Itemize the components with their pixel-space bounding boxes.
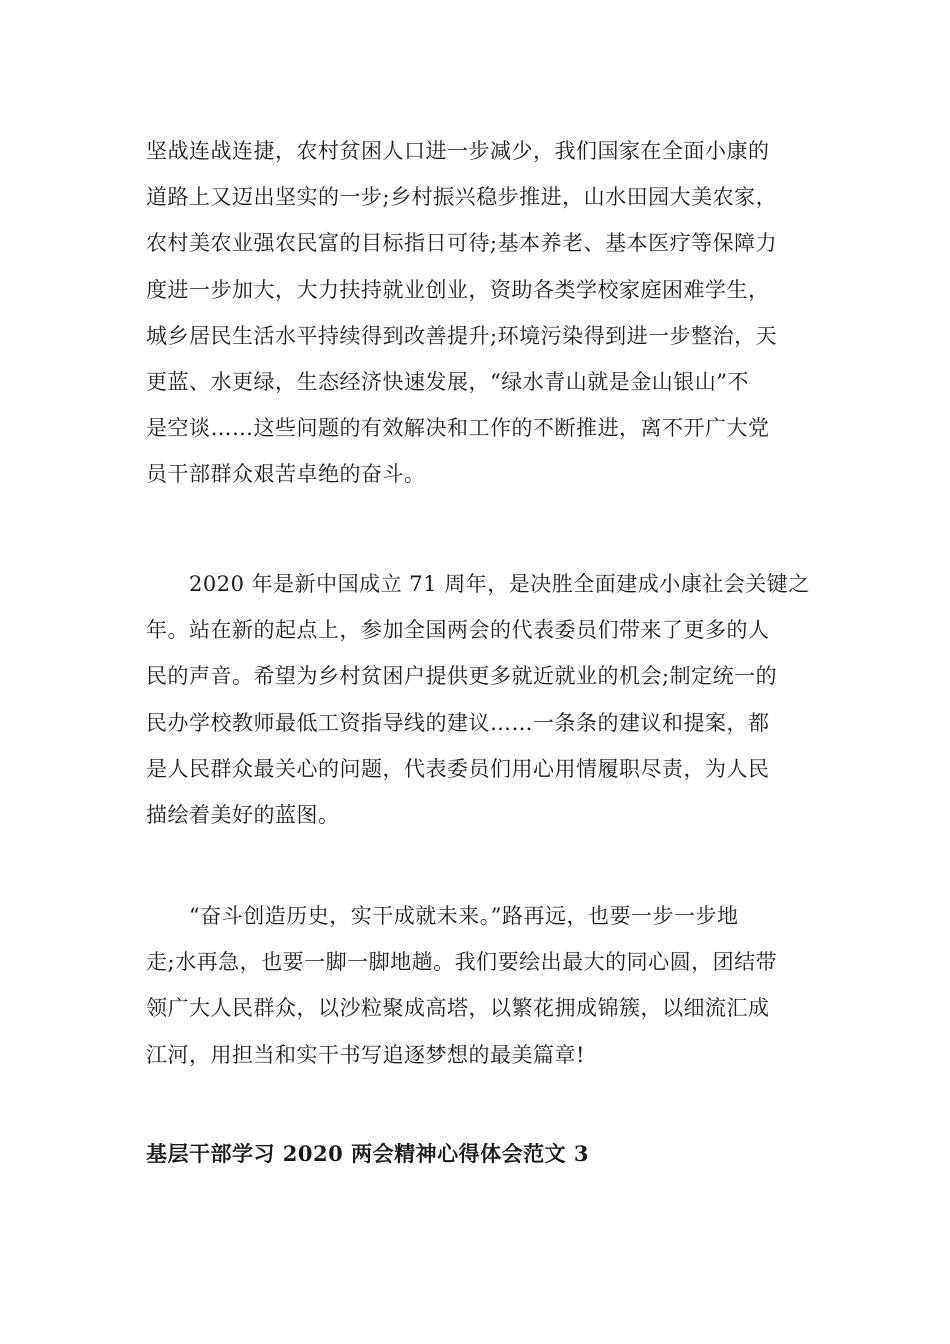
paragraph-line: 走;水再急，也要一脚一脚地趟。我们要绘出最大的同心圆，团结带 <box>146 950 778 975</box>
paragraph-line: 农村美农业强农民富的目标指日可待;基本养老、基本医疗等保障力 <box>146 231 778 256</box>
paragraph-line: 领广大人民群众，以沙粒聚成高塔，以繁花拥成锦簇，以细流汇成 <box>146 996 770 1021</box>
paragraph-line: 员干部群众艰苦卓绝的奋斗。 <box>146 462 426 487</box>
paragraph-line: 民的声音。希望为乡村贫困户提供更多就近就业的机会;制定统一的 <box>146 664 778 689</box>
paragraph-line: 年。站在新的起点上，参加全国两会的代表委员们带来了更多的人 <box>146 618 770 643</box>
paragraph-line: 更蓝、水更绿，生态经济快速发展，“绿水青山就是金山银山”不 <box>146 370 749 395</box>
section-heading: 基层干部学习 2020 两会精神心得体会范文 3 <box>146 1141 589 1166</box>
paragraph-line: 城乡居民生活水平持续得到改善提升;环境污染得到进一步整治，天 <box>146 323 778 348</box>
paragraph-line: 度进一步加大，大力扶持就业创业，资助各类学校家庭困难学生， <box>146 277 770 302</box>
paragraph-1 <box>146 128 818 498</box>
paragraph-3 <box>146 893 818 1078</box>
paragraph-line: 江河，用担当和实干书写追逐梦想的最美篇章! <box>146 1042 585 1067</box>
paragraph-line: 民办学校教师最低工资指导线的建议……一条条的建议和提案，都 <box>146 710 770 735</box>
paragraph-line: 是人民群众最关心的问题，代表委员们用心用情履职尽责，为人民 <box>146 756 770 781</box>
paragraph-line: 是空谈……这些问题的有效解决和工作的不断推进，离不开广大党 <box>146 416 770 441</box>
paragraph-2 <box>146 561 818 838</box>
paragraph-line: 道路上又迈出坚实的一步;乡村振兴稳步推进，山水田园大美农家， <box>146 185 778 210</box>
paragraph-line: 描绘着美好的蓝图。 <box>146 803 340 828</box>
paragraph-line: “奋斗创造历史，实干成就未来。”路再远，也要一步一步地 <box>146 904 739 928</box>
paragraph-line: 2020 年是新中国成立 71 周年，是决胜全面建成小康社会关键之 <box>146 572 810 596</box>
paragraph-line: 坚战连战连捷，农村贫困人口进一步减少，我们国家在全面小康的 <box>146 139 770 163</box>
